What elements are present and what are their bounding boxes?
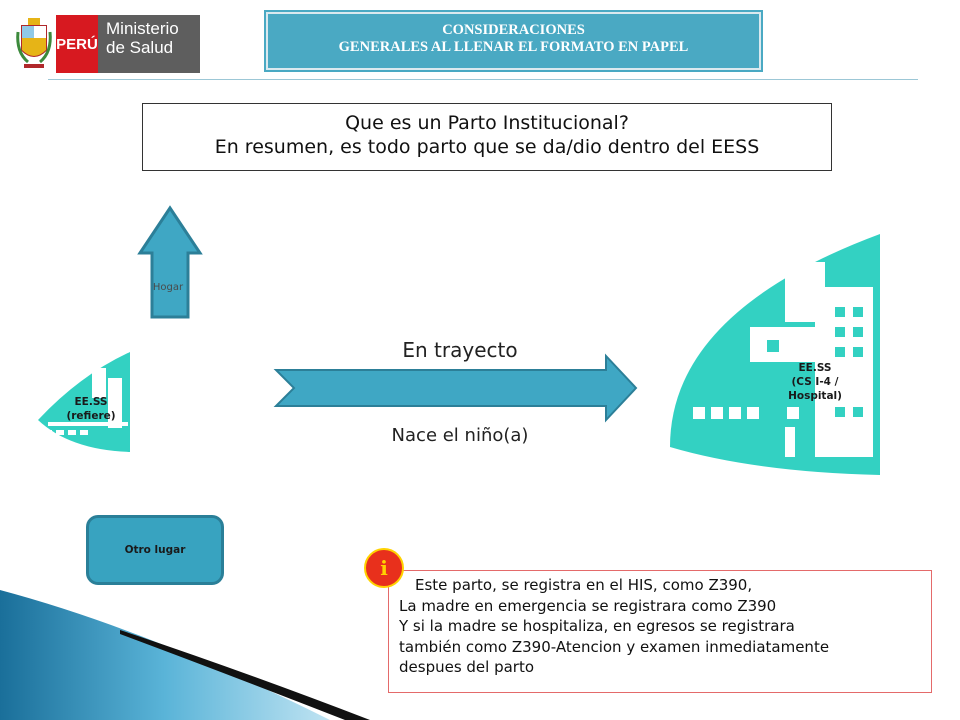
transit-label: En trayecto	[402, 338, 518, 362]
info-line-5: despues del parto	[399, 658, 535, 676]
info-icon	[364, 548, 404, 588]
ministry-line-2: de Salud	[106, 38, 174, 57]
info-icon-glyph: i	[380, 556, 388, 580]
banner-title-line-2: GENERALES AL LLENAR EL FORMATO EN PAPEL	[338, 39, 689, 55]
home-label: Hogar	[152, 282, 184, 293]
info-line-1: Este parto, se registra en el HIS, como Z390,	[415, 576, 753, 594]
header-divider	[48, 79, 918, 80]
hospital-label-line-3: Hospital)	[788, 390, 842, 402]
ministry-line-1: Ministerio	[106, 19, 179, 38]
question-line-2: En resumen, es todo parto que se da/dio dentro del EESS	[214, 136, 760, 158]
logo-text: PERÚ	[56, 35, 98, 53]
question-line-1: Que es un Parto Institucional?	[345, 112, 629, 134]
other-place-box	[86, 515, 224, 585]
birth-label: Nace el niño(a)	[391, 425, 529, 446]
home-shape	[130, 205, 210, 320]
hospital-label-line-1: EE.SS	[798, 362, 832, 374]
transit-arrow	[272, 352, 642, 424]
ministry-logo	[14, 12, 54, 74]
coat-of-arms-icon	[14, 12, 54, 74]
info-line-2: La madre en emergencia se registrara como Z390	[399, 596, 777, 615]
title-banner	[266, 12, 761, 70]
referring-label-line-2: (refiere)	[66, 410, 116, 422]
banner-title-line-1: CONSIDERACIONES	[442, 22, 585, 38]
other-place-label: Otro lugar	[124, 544, 186, 556]
ministry-name	[98, 15, 200, 73]
hospital-label	[770, 361, 860, 403]
referring-facility-label	[56, 395, 126, 423]
info-line-3: Y si la madre se hospitaliza, en egresos se registrara	[399, 617, 795, 635]
peru-logo-box	[56, 15, 98, 73]
question-box	[142, 103, 832, 171]
hospital-label-line-2: (CS I-4 /	[791, 376, 839, 388]
info-line-4: también como Z390-Atencion y examen inmediatamente	[399, 637, 830, 656]
referring-label-line-1: EE.SS	[74, 396, 108, 408]
hospital-facility-icon	[655, 232, 895, 477]
info-note-box	[388, 570, 932, 693]
decorative-swoosh	[0, 590, 380, 720]
